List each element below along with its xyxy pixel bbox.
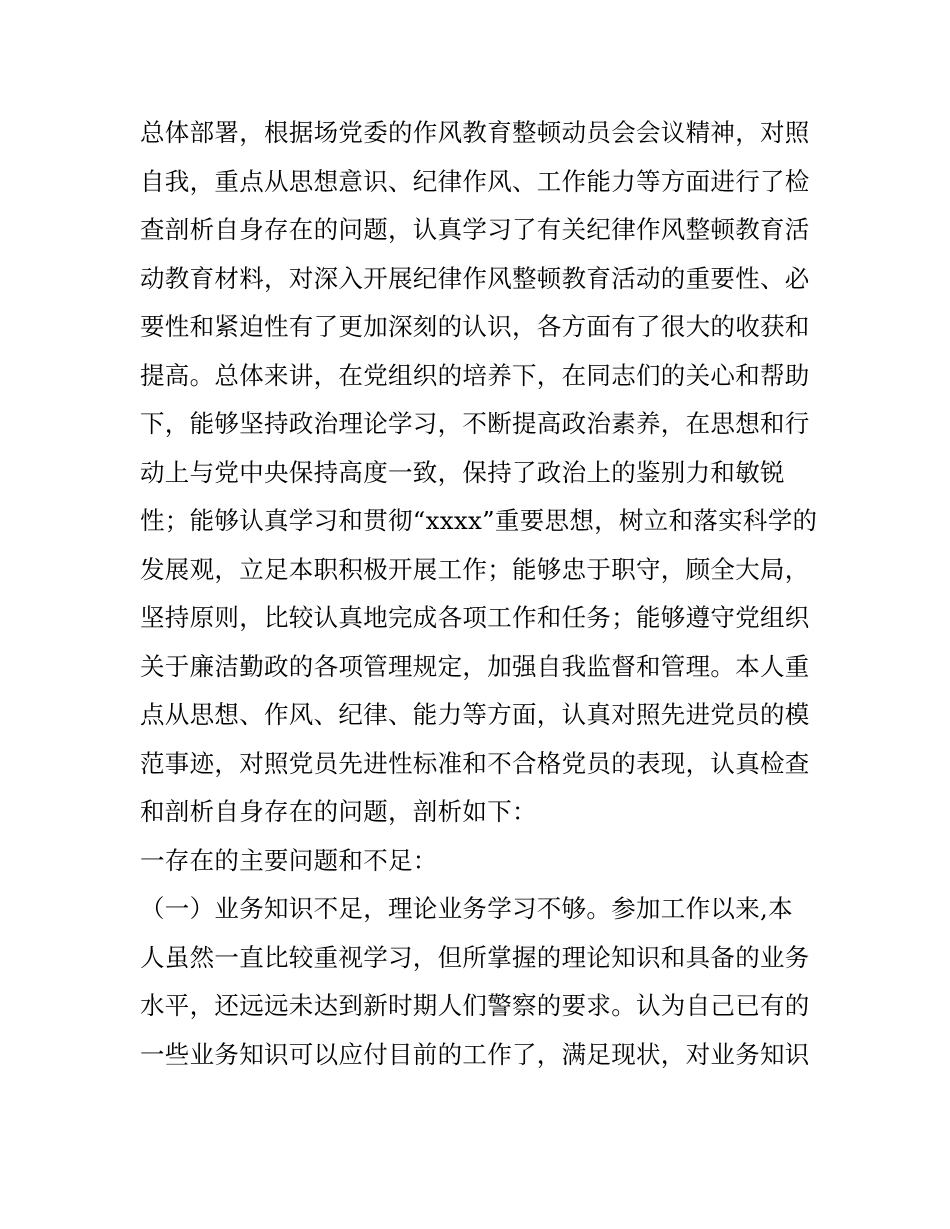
text-line: 要性和紧迫性有了更加深刻的认识，各方面有了很大的收获和	[140, 312, 810, 341]
text-line: （一）业务知识不足，理论业务学习不够。参加工作以来,本	[140, 894, 793, 923]
text-line: 点从思想、作风、纪律、能力等方面，认真对照先进党员的模	[140, 700, 810, 729]
text-line: 发展观，立足本职积极开展工作；能够忠于职守，顾全大局，	[140, 554, 810, 584]
text-line: 关于廉洁勤政的各项管理规定，加强自我监督和管理。本人重	[140, 651, 810, 681]
section-heading: 一存在的主要问题和不足：	[140, 845, 438, 875]
text-line: 坚持原则，比较认真地完成各项工作和任务；能够遵守党组织	[140, 603, 810, 632]
text-line: 一些业务知识可以应付目前的工作了，满足现状，对业务知识	[140, 1039, 810, 1069]
text-line: 总体部署，根据场党委的作风教育整顿动员会会议精神，对照	[140, 118, 810, 147]
text-line: 范事迹，对照党员先进性标准和不合格党员的表现，认真检查	[140, 748, 810, 778]
text-line: 查剖析自身存在的问题，认真学习了有关纪律作风整顿教育活	[140, 215, 810, 244]
text-line: 和剖析自身存在的问题，剖析如下：	[140, 797, 537, 826]
text-line: 提高。总体来讲，在党组织的培养下，在同志们的关心和帮助	[140, 360, 810, 390]
text-line: 人虽然一直比较重视学习，但所掌握的理论知识和具备的业务	[140, 942, 810, 972]
text-line: 下，能够坚持政治理论学习，不断提高政治素养，在思想和行	[140, 409, 810, 438]
text-line: 性；能够认真学习和贯彻“xxxx”重要思想，树立和落实科学的	[140, 506, 818, 535]
body-text	[140, 109, 820, 1079]
text-line: 动上与党中央保持高度一致，保持了政治上的鉴别力和敏锐	[140, 457, 785, 487]
text-line: 动教育材料，对深入开展纪律作风整顿教育活动的重要性、必	[140, 263, 810, 293]
text-line: 水平，还远远未达到新时期人们警察的要求。认为自己已有的	[140, 991, 810, 1020]
text-line: 自我，重点从思想意识、纪律作风、工作能力等方面进行了检	[140, 166, 810, 196]
